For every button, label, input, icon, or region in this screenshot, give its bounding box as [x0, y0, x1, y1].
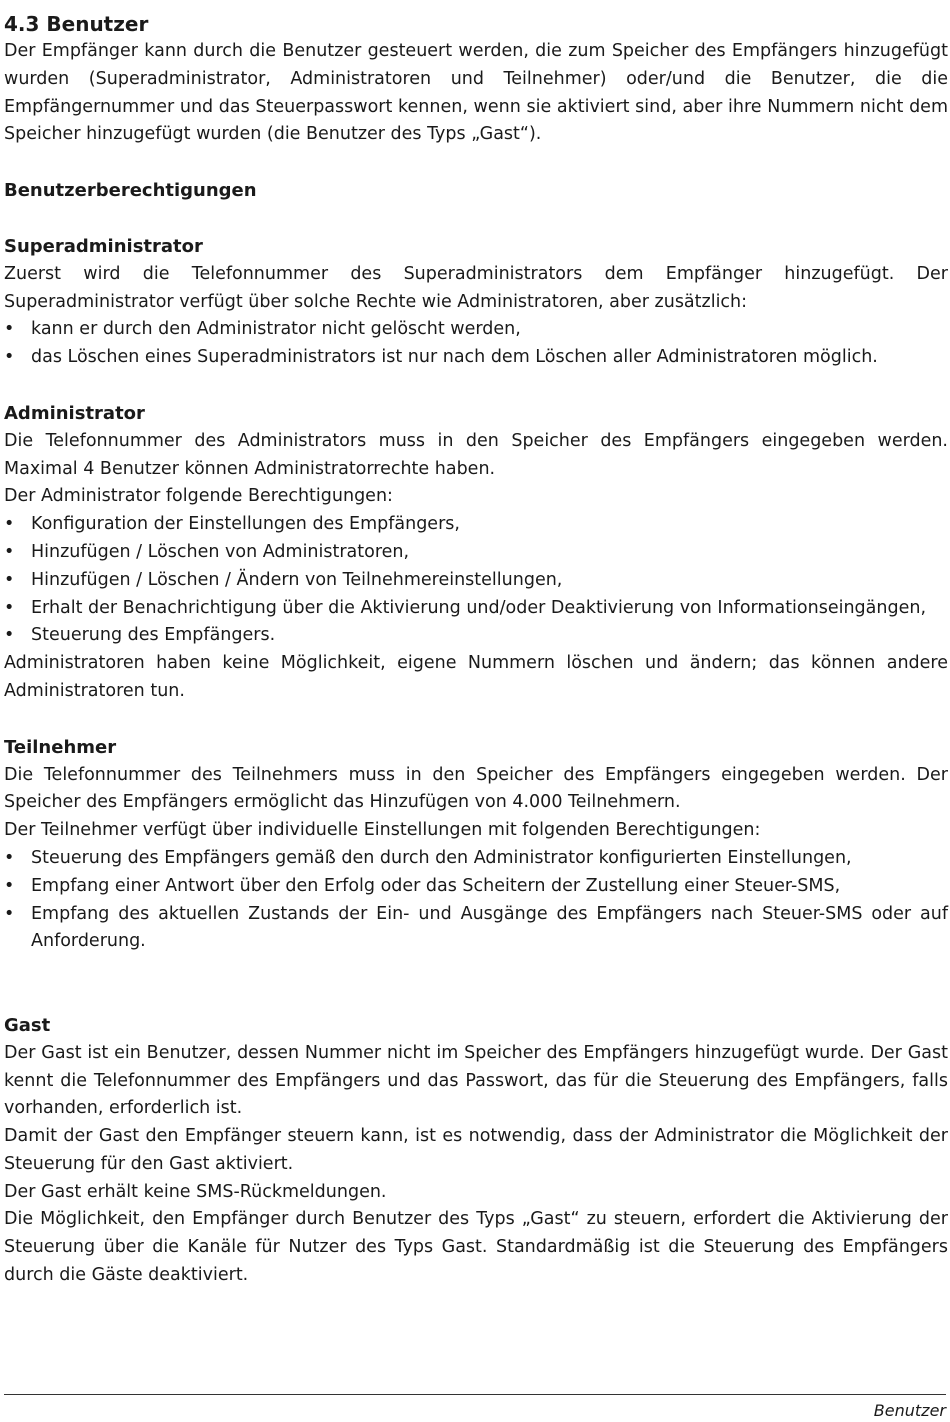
- participant-text-1: Die Telefonnummer des Teilnehmers muss in den Speicher des Empfängers eingegeben werden. Der Speicher des Empfängers ermöglicht das Hinzufügen von 4.000 Teilnehmern.: [4, 764, 948, 813]
- footer-label: Benutzer: [873, 1401, 946, 1420]
- admin-heading: Administrator: [4, 402, 145, 424]
- list-item: • Hinzufügen / Löschen / Ändern von Teilnehmereinstellungen,: [4, 567, 948, 595]
- section-title: 4.3 Benutzer: [4, 12, 149, 36]
- guest-text-4: Die Möglichkeit, den Empfänger durch Benutzer des Typs „Gast“ zu steuern, erfordert die Aktivierung der Steuerung über die Kanäle für Nutzer des Typs Gast. Standardmäßig ist die Steuerung des Empfängers durch die Gäste deaktiviert.: [4, 1209, 948, 1286]
- list-item: • Erhalt der Benachrichtigung über die Aktivierung und/oder Deaktivierung von Informationseingängen,: [4, 595, 948, 623]
- spacer: [4, 372, 948, 400]
- list-item: • Empfang einer Antwort über den Erfolg oder das Scheitern der Zustellung einer Steuer-SMS,: [4, 873, 948, 901]
- spacer: [4, 149, 948, 177]
- admin-list: [4, 511, 948, 650]
- superadmin-heading: Superadministrator: [4, 235, 203, 257]
- superadmin-list: [4, 316, 948, 372]
- list-item: • Konfiguration der Einstellungen des Empfängers,: [4, 511, 948, 539]
- spacer: [4, 205, 948, 233]
- participant-heading: Teilnehmer: [4, 736, 117, 758]
- participant-list: [4, 845, 948, 956]
- list-item: • Empfang des aktuellen Zustands der Ein- und Ausgänge des Empfängers nach Steuer-SMS oder auf Anforderung.: [4, 901, 948, 957]
- list-item: • kann er durch den Administrator nicht gelöscht werden,: [4, 316, 948, 344]
- spacer: [4, 956, 948, 1012]
- participant-text-2: Der Teilnehmer verfügt über individuelle Einstellungen mit folgenden Berechtigungen:: [4, 820, 761, 841]
- permissions-heading: Benutzerberechtigungen: [4, 179, 257, 201]
- guest-text-1: Der Gast ist ein Benutzer, dessen Nummer nicht im Speicher des Empfängers hinzugefügt wurde. Der Gast kennt die Telefonnummer des Empfängers und das Passwort, das für die Steuerung des Empfängers, falls vorhanden, erforderlich ist.: [4, 1042, 948, 1119]
- guest-text-2: Damit der Gast den Empfänger steuern kann, ist es notwendig, dass der Administrator die Möglichkeit der Steuerung für den Gast aktiviert.: [4, 1126, 948, 1174]
- admin-text-1: Die Telefonnummer des Administrators muss in den Speicher des Empfängers eingegeben werden. Maximal 4 Benutzer können Administratorrechte haben.: [4, 430, 948, 479]
- section-intro: Der Empfänger kann durch die Benutzer gesteuert werden, die zum Speicher des Empfängers hinzugefügt wurden (Superadministrator, Administratoren und Teilnehmer) oder/und die Benutzer, die die Empfängernummer und das Steuerpasswort kennen, wenn sie aktiviert sind, aber ihre Nummern nicht dem Speicher hinzugefügt wurden (die Benutzer des Typs „Gast“).: [4, 41, 948, 145]
- guest-heading: Gast: [4, 1014, 51, 1036]
- admin-text-3: Administratoren haben keine Möglichkeit, eigene Nummern löschen und ändern; das können andere Administratoren tun.: [4, 653, 948, 701]
- list-item: • das Löschen eines Superadministrators ist nur nach dem Löschen aller Administratoren möglich.: [4, 344, 948, 372]
- guest-text-3: Der Gast erhält keine SMS-Rückmeldungen.: [4, 1181, 387, 1202]
- document-page: [4, 10, 948, 1290]
- spacer: [4, 706, 948, 734]
- list-item: • Steuerung des Empfängers.: [4, 622, 948, 650]
- list-item: • Hinzufügen / Löschen von Administratoren,: [4, 539, 948, 567]
- admin-text-2: Der Administrator folgende Berechtigungen:: [4, 486, 393, 507]
- list-item: • Steuerung des Empfängers gemäß den durch den Administrator konfigurierten Einstellungen,: [4, 845, 948, 873]
- superadmin-text: Zuerst wird die Telefonnummer des Superadministrators dem Empfänger hinzugefügt. Der Superadministrator verfügt über solche Rechte wie Administratoren, aber zusätzlich:: [4, 263, 948, 312]
- footer-divider: [4, 1394, 946, 1395]
